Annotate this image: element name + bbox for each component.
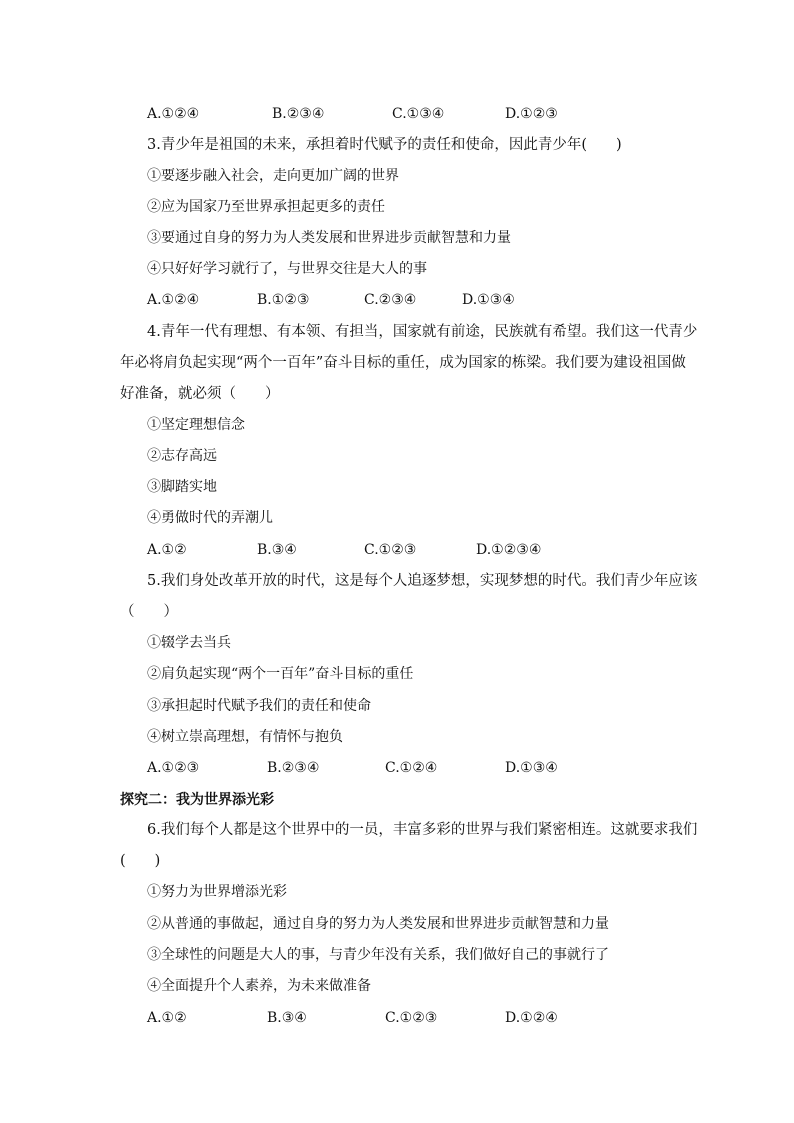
q4-item-2: ②志存高远 bbox=[147, 448, 217, 464]
q3-item-3: ③要通过自身的努力为人类发展和世界进步贡献智慧和力量 bbox=[147, 230, 511, 246]
q3-item-4: ④只好好学习就行了，与世界交往是大人的事 bbox=[147, 261, 427, 277]
top-option-d: D.①②③ bbox=[505, 106, 558, 122]
q4-item-1: ①坚定理想信念 bbox=[147, 417, 245, 433]
q5-option-b: B.②③④ bbox=[267, 760, 320, 776]
top-option-a: A.①②④ bbox=[147, 106, 200, 122]
q3-option-c: C.②③④ bbox=[364, 292, 417, 308]
q4-item-4: ④勇做时代的弄潮儿 bbox=[147, 510, 273, 526]
q3-option-b: B.①②③ bbox=[257, 292, 310, 308]
q4-option-d: D.①②③④ bbox=[476, 542, 542, 558]
q4-item-3: ③脚踏实地 bbox=[147, 479, 217, 495]
q5-item-3: ③承担起时代赋予我们的责任和使命 bbox=[147, 698, 371, 714]
q4-option-a: A.①② bbox=[147, 542, 187, 558]
q5-item-1: ①辍学去当兵 bbox=[147, 635, 231, 651]
q5-option-a: A.①②③ bbox=[147, 760, 200, 776]
q6-item-3: ③全球性的问题是大人的事，与青少年没有关系，我们做好自己的事就行了 bbox=[147, 947, 609, 963]
top-option-b: B.②③④ bbox=[272, 106, 325, 122]
q6-item-2: ②从普通的事做起，通过自身的努力为人类发展和世界进步贡献智慧和力量 bbox=[147, 916, 609, 932]
q5-option-d: D.①③④ bbox=[505, 760, 558, 776]
q4-stem-line-2: 年必将肩负起实现“两个一百年”奋斗目标的重任，成为国家的栋梁。我们要为建设祖国做 bbox=[120, 355, 686, 371]
q6-item-4: ④全面提升个人素养，为未来做准备 bbox=[147, 978, 371, 994]
q5-item-4: ④树立崇高理想，有情怀与抱负 bbox=[147, 729, 343, 745]
q3-item-1: ①要逐步融入社会，走向更加广阔的世界 bbox=[147, 168, 399, 184]
top-option-c: C.①③④ bbox=[392, 106, 445, 122]
q3-item-2: ②应为国家乃至世界承担起更多的责任 bbox=[147, 199, 385, 215]
q4-stem-line-3: 好准备，就必须（ ） bbox=[120, 386, 280, 402]
q6-stem-line-1: 6.我们每个人都是这个世界中的一员，丰富多彩的世界与我们紧密相连。这就要求我们 bbox=[147, 822, 698, 838]
q5-stem-line-1: 5.我们身处改革开放的时代，这是每个人追逐梦想，实现梦想的时代。我们青少年应该 bbox=[147, 573, 698, 589]
q4-option-b: B.③④ bbox=[257, 542, 297, 558]
q3-option-a: A.①②④ bbox=[147, 292, 200, 308]
q3-stem: 3.青少年是祖国的未来，承担着时代赋予的责任和使命，因此青少年( ) bbox=[147, 137, 622, 153]
q6-item-1: ①努力为世界增添光彩 bbox=[147, 884, 287, 900]
q3-option-d: D.①③④ bbox=[462, 292, 515, 308]
q5-item-2: ②肩负起实现“两个一百年”奋斗目标的重任 bbox=[147, 666, 414, 682]
q4-option-c: C.①②③ bbox=[364, 542, 417, 558]
q6-stem-line-2: ( ) bbox=[120, 853, 161, 869]
q6-option-a: A.①② bbox=[147, 1010, 187, 1026]
q4-stem-line-1: 4.青年一代有理想、有本领、有担当，国家就有前途，民族就有希望。我们这一代青少 bbox=[147, 324, 698, 340]
q5-stem-line-2: （ ） bbox=[120, 604, 178, 620]
q5-option-c: C.①②④ bbox=[385, 760, 438, 776]
section-heading: 探究二：我为世界添光彩 bbox=[120, 792, 274, 808]
q6-option-c: C.①②③ bbox=[385, 1010, 438, 1026]
q6-option-d: D.①②④ bbox=[505, 1010, 558, 1026]
q6-option-b: B.③④ bbox=[267, 1010, 307, 1026]
